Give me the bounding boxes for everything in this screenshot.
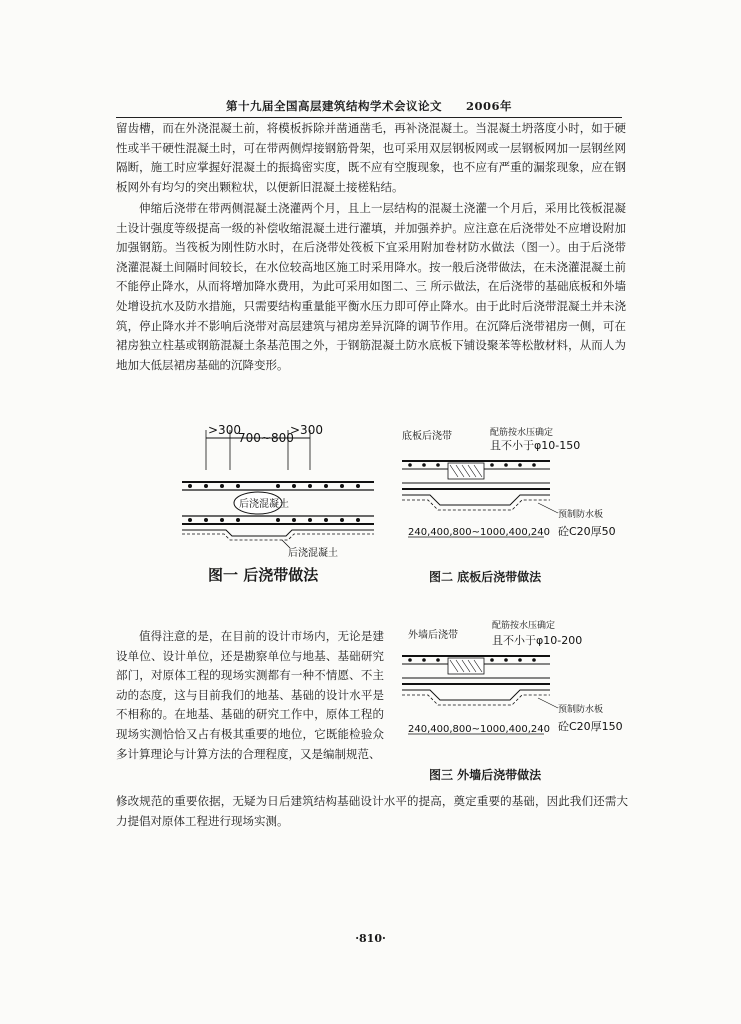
fig2-note-line1: 配筋按水压确定 — [490, 428, 554, 438]
fig3-note-line1: 配筋按水压确定 — [492, 621, 556, 631]
paragraph-4: 修改规范的重要依据，无疑为日后建筑结构基础设计水平的提高，奠定重要的基础，因此我们还需大力提倡对原体工程进行现场实测。 — [116, 794, 628, 828]
fig1-bottom-label: 后浇混凝土 — [288, 548, 338, 559]
fig2-side-label2: 砼C20厚50 — [558, 525, 616, 538]
fig2-note-line2: 且不小于φ10-150 — [490, 439, 581, 452]
fig2-title-label: 底板后浇带 — [402, 431, 452, 442]
fig3-dims: 240,400,800~1000,400,240 — [408, 724, 550, 735]
fig1-dim-left: >300 — [208, 423, 241, 437]
figure-1-caption: 图一 后浇带做法 — [208, 566, 319, 584]
figure-2-caption: 图二 底板后浇带做法 — [429, 570, 542, 584]
fig2-side-label1: 预制防水板 — [558, 510, 604, 520]
fig3-note-line2: 且不小于φ10-200 — [492, 634, 583, 647]
fig2-dims: 240,400,800~1000,400,240 — [408, 527, 550, 538]
figure-1-diagram — [178, 420, 378, 560]
fig1-inner-label: 后浇混凝土 — [239, 499, 289, 510]
page-number: ·810· — [355, 932, 386, 945]
fig3-side-label1: 预制防水板 — [558, 705, 604, 715]
figure-3-diagram — [400, 620, 623, 750]
fig3-side-label2: 砼C20厚150 — [558, 720, 623, 733]
fig1-dim-right: >300 — [290, 423, 323, 437]
paragraph-1: 留齿槽，而在外浇混凝土前，将模板拆除并凿通凿毛，再补浇混凝土。当混凝土坍落度小时，如于硬性或半干硬性混凝土时，可在带两侧焊接钢筋骨架，也可采用双层钢板网或一层钢板网加一层钢丝网隔断，施工时应掌握好混凝土的振捣密实度，既不应有空腹现象，也不应有严重的漏浆现象，应在钢板网外有均匀的突出颗粒状，以便新旧混凝土接槎粘结。 — [116, 121, 626, 194]
figure-3-caption: 图三 外墙后浇带做法 — [429, 768, 542, 782]
paragraph-2: 伸缩后浇带在带两侧混凝土浇灌两个月，且上一层结构的混凝土浇灌一个月后，采用比筏板混凝土设计强度等级提高一级的补偿收缩混凝土进行灌填，并加强养护。应注意在后浇带处不应增设附加加强钢筋。当筏板为刚性防水时，在后浇带处筏板下宜采用附加卷材防水做法（图一）。由于后浇带浇灌混凝土间隔时间较长，在水位较高地区施工时采用降水。按一般后浇带做法，在未浇灌混凝土前不能停止降水，从而将增加降水费用，为此可采用如图二、三 所示做法，在后浇带的基础底板和外墙处增设抗水及防水措施，只需要结构重量能平衡水压力即可停止降水。由于此时后浇带混凝土并未浇筑，停止降水并不影响后浇带对高层建筑与裙房差异沉降的调节作用。在沉降后浇带裙房一侧，可在裙房独立柱基或钢筋混凝土条基范围之外，于钢筋混凝土防水底板下铺设聚苯等松散材料，从而人为地加大低层裙房基础的沉降变形。 — [116, 201, 626, 372]
paragraph-3: 值得注意的是，在目前的设计市场内，无论是建设单位、设计单位，还是勘察单位与地基、基础研究部门，对原体工程的现场实测都有一种不情愿、不主动的态度，这与目前我们的地基、基础的设计水平是不相称的。在地基、基础的研究工作中，原体工程的现场实测恰恰又占有极其重要的地位，它既能检验众多计算理论与计算方法的合理程度，又是编制规范、 — [116, 629, 384, 761]
figure-2-diagram — [400, 425, 620, 555]
fig1-dim-mid: 700~800 — [238, 431, 294, 445]
fig3-title-label: 外墙后浇带 — [408, 630, 458, 641]
running-header: 第十九届全国高层建筑结构学术会议论文 2006年 — [116, 98, 622, 118]
